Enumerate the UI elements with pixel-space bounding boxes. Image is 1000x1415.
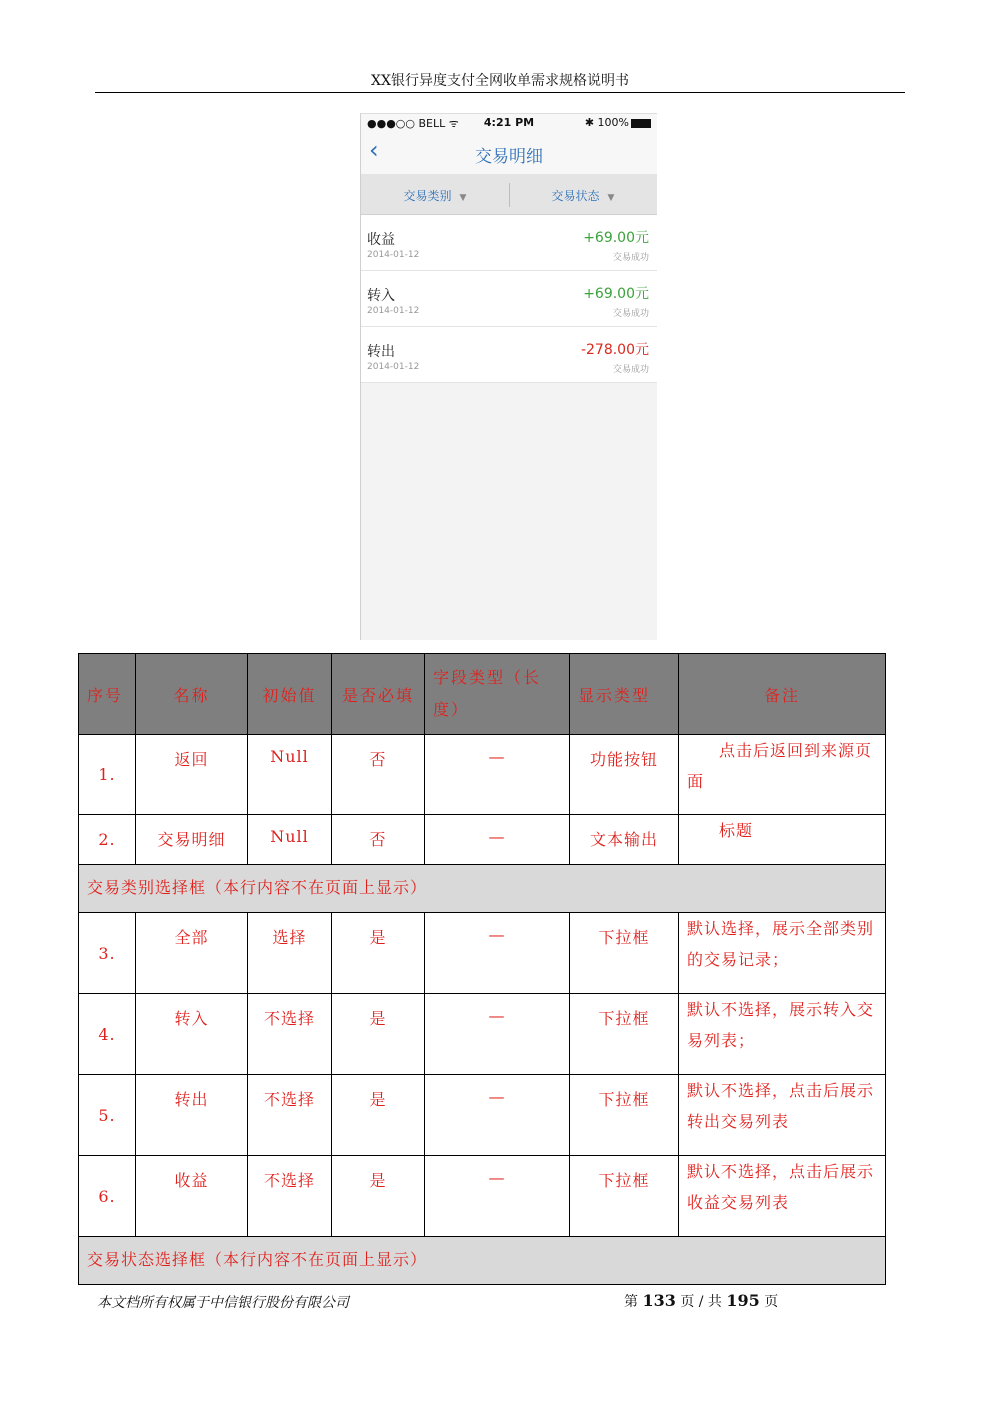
page-mid: 页 / 共 bbox=[680, 1294, 722, 1310]
footer-copyright: 本文档所有权属于中信银行股份有限公司 bbox=[97, 1295, 349, 1311]
spec-table bbox=[78, 653, 886, 1285]
table-row bbox=[79, 735, 886, 815]
cell-name: 收益 bbox=[136, 1156, 248, 1237]
cell-name: 转出 bbox=[136, 1075, 248, 1156]
page-prefix: 第 bbox=[624, 1294, 638, 1310]
header-field-type: 字段类型（长度） bbox=[425, 654, 570, 735]
battery-icon bbox=[631, 119, 651, 128]
section-label: 交易状态选择框（本行内容不在页面上显示） bbox=[79, 1237, 886, 1285]
section-row bbox=[79, 865, 886, 913]
cell-initial-value: 不选择 bbox=[248, 1156, 332, 1237]
transaction-name: 转入 bbox=[367, 288, 395, 304]
filter-label: 交易类别 bbox=[403, 189, 452, 203]
page-suffix: 页 bbox=[764, 1294, 779, 1310]
nav-bar bbox=[361, 132, 657, 175]
cell-field-type: — bbox=[425, 913, 570, 994]
cell-name: 交易明细 bbox=[136, 815, 248, 865]
cell-note: 默认不选择，点击后展示转出交易列表 bbox=[679, 1075, 886, 1156]
cell-display-type: 下拉框 bbox=[570, 913, 679, 994]
cell-name: 全部 bbox=[136, 913, 248, 994]
transaction-status: 交易成功 bbox=[612, 309, 649, 319]
table-row bbox=[79, 1075, 886, 1156]
section-label: 交易类别选择框（本行内容不在页面上显示） bbox=[79, 865, 886, 913]
filter-label: 交易状态 bbox=[551, 189, 600, 203]
table-row bbox=[79, 994, 886, 1075]
transaction-amount: -278.00元 bbox=[580, 342, 649, 358]
table-row bbox=[79, 913, 886, 994]
document-header: XX银行异度支付全网收单需求规格说明书 bbox=[95, 70, 905, 93]
section-row bbox=[79, 1237, 886, 1285]
cell-field-type: — bbox=[425, 1156, 570, 1237]
cell-initial-value: 不选择 bbox=[248, 1075, 332, 1156]
caret-down-icon: ▼ bbox=[607, 193, 615, 203]
cell-initial-value: 不选择 bbox=[248, 994, 332, 1075]
cell-seq: 4. bbox=[79, 994, 136, 1075]
cell-required: 是 bbox=[332, 1075, 425, 1156]
transaction-date: 2014-01-12 bbox=[367, 306, 420, 316]
transaction-amount: +69.00元 bbox=[583, 286, 649, 302]
header-seq: 序号 bbox=[79, 654, 136, 735]
battery-indicator bbox=[585, 116, 651, 129]
cell-field-type: — bbox=[425, 815, 570, 865]
cell-field-type: — bbox=[425, 1075, 570, 1156]
cell-seq: 3. bbox=[79, 913, 136, 994]
cell-seq: 5. bbox=[79, 1075, 136, 1156]
header-display-type: 显示类型 bbox=[570, 654, 679, 735]
back-chevron-icon[interactable]: ‹ bbox=[369, 136, 379, 164]
transaction-date: 2014-01-12 bbox=[367, 362, 420, 372]
caret-down-icon: ▼ bbox=[459, 193, 467, 203]
cell-field-type: — bbox=[425, 735, 570, 815]
cell-seq: 1. bbox=[79, 735, 136, 815]
table-header-row bbox=[79, 654, 886, 735]
filter-transaction-status[interactable] bbox=[509, 174, 657, 214]
cell-seq: 2. bbox=[79, 815, 136, 865]
header-initial-value: 初始值 bbox=[248, 654, 332, 735]
status-bar bbox=[361, 114, 657, 132]
cell-field-type: — bbox=[425, 994, 570, 1075]
transaction-date: 2014-01-12 bbox=[367, 250, 420, 260]
table-row bbox=[79, 815, 886, 865]
page-total: 195 bbox=[726, 1291, 760, 1310]
page-title: 交易明细 bbox=[475, 147, 543, 167]
cell-seq: 6. bbox=[79, 1156, 136, 1237]
header-name: 名称 bbox=[136, 654, 248, 735]
transaction-amount: +69.00元 bbox=[583, 230, 649, 246]
header-required: 是否必填 bbox=[332, 654, 425, 735]
carrier-signal: ●●●○○ BELL ᯤ bbox=[367, 117, 459, 130]
transaction-status: 交易成功 bbox=[612, 365, 649, 375]
footer-page-number bbox=[624, 1291, 778, 1311]
phone-mockup bbox=[360, 113, 657, 640]
cell-required: 是 bbox=[332, 994, 425, 1075]
cell-name: 转入 bbox=[136, 994, 248, 1075]
filter-bar bbox=[361, 174, 657, 215]
cell-initial-value: Null bbox=[248, 815, 332, 865]
transaction-row[interactable] bbox=[361, 215, 657, 271]
cell-note: 标题 bbox=[679, 815, 886, 865]
transaction-row[interactable] bbox=[361, 327, 657, 383]
battery-text: ✱ 100% bbox=[584, 116, 629, 129]
transaction-list bbox=[361, 215, 657, 383]
transaction-row[interactable] bbox=[361, 271, 657, 327]
cell-required: 是 bbox=[332, 913, 425, 994]
cell-required: 否 bbox=[332, 815, 425, 865]
cell-display-type: 下拉框 bbox=[570, 1156, 679, 1237]
cell-note: 点击后返回到来源页面 bbox=[679, 735, 886, 815]
cell-note: 默认不选择，展示转入交易列表； bbox=[679, 994, 886, 1075]
status-time: 4:21 PM bbox=[483, 116, 535, 129]
filter-transaction-type[interactable] bbox=[361, 174, 509, 214]
transaction-status: 交易成功 bbox=[612, 253, 649, 263]
cell-display-type: 下拉框 bbox=[570, 1075, 679, 1156]
transaction-name: 转出 bbox=[367, 344, 395, 360]
cell-display-type: 下拉框 bbox=[570, 994, 679, 1075]
table-row bbox=[79, 1156, 886, 1237]
transaction-name: 收益 bbox=[367, 232, 395, 248]
header-note: 备注 bbox=[679, 654, 886, 735]
cell-note: 默认选择，展示全部类别的交易记录； bbox=[679, 913, 886, 994]
cell-name: 返回 bbox=[136, 735, 248, 815]
cell-required: 否 bbox=[332, 735, 425, 815]
cell-display-type: 功能按钮 bbox=[570, 735, 679, 815]
cell-initial-value: Null bbox=[248, 735, 332, 815]
cell-initial-value: 选择 bbox=[248, 913, 332, 994]
cell-required: 是 bbox=[332, 1156, 425, 1237]
page-current: 133 bbox=[642, 1291, 676, 1310]
cell-display-type: 文本输出 bbox=[570, 815, 679, 865]
cell-note: 默认不选择，点击后展示收益交易列表 bbox=[679, 1156, 886, 1237]
